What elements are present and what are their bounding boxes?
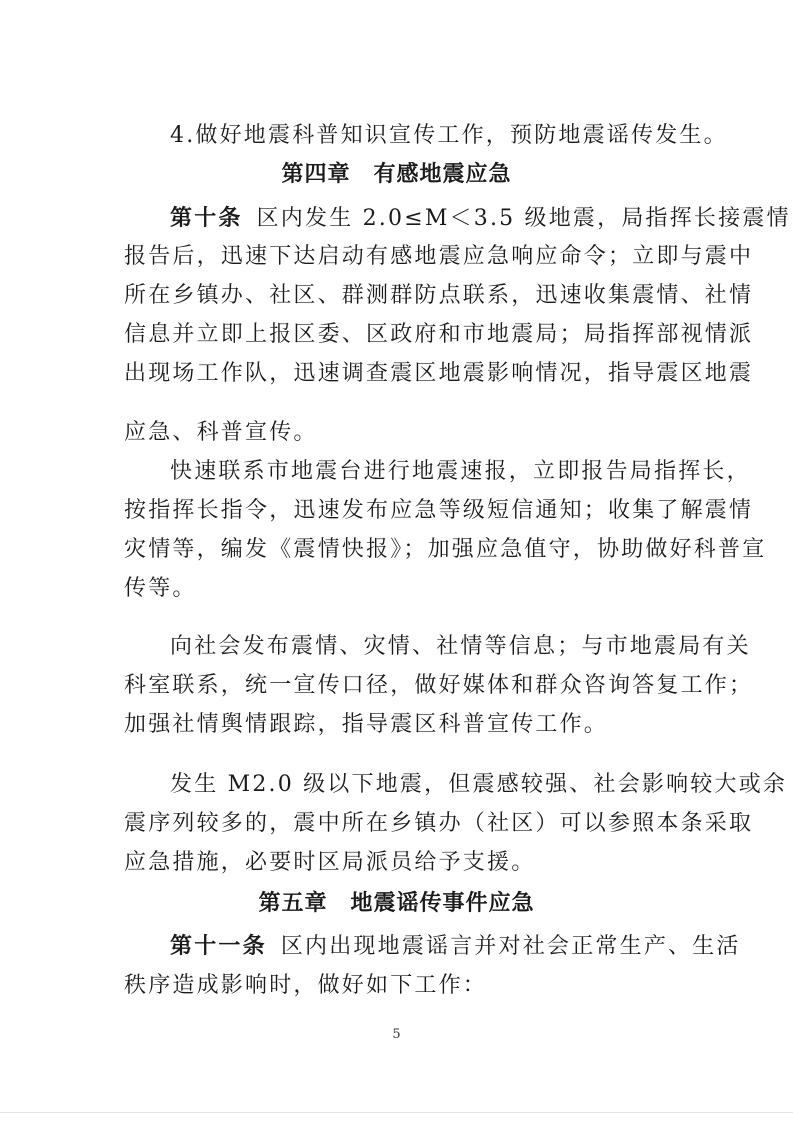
article-11-label: 第十一条 [170,934,267,959]
item-4-text: 4.做好地震科普知识宣传工作，预防地震谣传发生。 [170,123,728,148]
para-2-line-3: 灾情等，编发《震情快报》；加强应急值守，协助做好科普宣 [124,537,767,562]
para-4-line-2: 震序列较多的，震中所在乡镇办（社区）可以参照本条采取 [124,811,754,836]
article-10-line-4: 信息并立即上报区委、区政府和市地震局；局指挥部视情派 [124,322,754,347]
article-11-text: 区内出现地震谣言并对社会正常生产、生活 [280,934,741,959]
page-number: 5 [392,1027,401,1042]
para-2-line-2: 按指挥长指令，迅速发布应急等级短信通知；收集了解震情 [124,498,754,523]
article-11-line-2: 秩序造成影响时，做好如下工作： [124,973,488,998]
para-4-line-3: 应急措施，必要时区局派员给予支援。 [124,850,536,875]
scan-edge-rule [0,1112,793,1113]
article-10-label: 第十条 [170,206,243,231]
article-10-line-6: 应急、科普宣传。 [124,420,318,445]
chapter-4-heading: 第四章 有感地震应急 [281,162,512,187]
para-4-line-1: 发生 M2.0 级以下地震，但震感较强、社会影响较大或余 [170,772,788,797]
article-10-line-1 [170,204,791,234]
article-11-line-1 [170,932,741,962]
para-2-line-4: 传等。 [124,576,197,601]
para-3-line-1: 向社会发布震情、灾情、社情等信息；与市地震局有关 [170,634,751,659]
article-10-line-2: 报告后，迅速下达启动有感地震应急响应命令；立即与震中 [124,244,754,269]
para-3-line-3: 加强社情舆情跟踪，指导震区科普宣传工作。 [124,712,609,737]
article-10-text: 区内发生 2.0≤M＜3.5 级地震，局指挥长接震情 [256,206,791,231]
article-10-line-5: 出现场工作队，迅速调查震区地震影响情况，指导震区地震 [124,361,754,386]
para-3-line-2: 科室联系，统一宣传口径，做好媒体和群众咨询答复工作； [124,673,754,698]
article-10-line-3: 所在乡镇办、社区、群测群防点联系，迅速收集震情、社情 [124,283,754,308]
chapter-5-heading: 第五章 地震谣传事件应急 [258,891,535,916]
para-2-line-1: 快速联系市地震台进行地震速报，立即报告局指挥长， [170,459,751,484]
